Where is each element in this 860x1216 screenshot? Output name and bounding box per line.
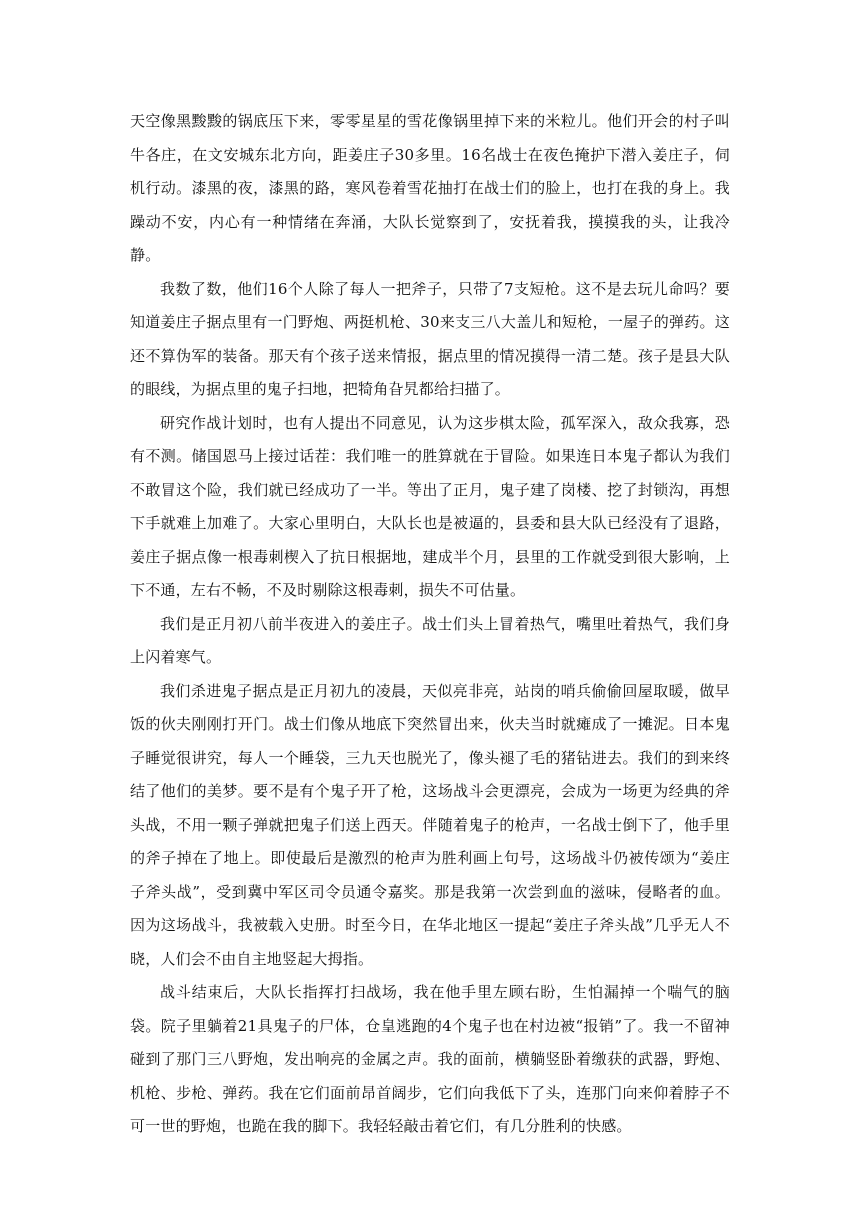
paragraph-5: 我们杀进鬼子据点是正月初九的凌晨，天似亮非亮，站岗的哨兵偷偷回屋取暖，做早饭的伙夫刚刚打开门。战士们像从地底下突然冒出来，伙夫当时就瘫成了一摊泥。日本鬼子睡觉很讲究，每人一个睡袋，三九天也脱光了，像头褪了毛的猪钻进去。我们的到来终结了他们的美梦。要不是有个鬼子开了枪，这场战斗会更漂亮，会成为一场更为经典的斧头战，不用一颗子弹就把鬼子们送上西天。伴随着鬼子的枪声，一名战士倒下了，他手里的斧子掉在了地上。即使最后是激烈的枪声为胜利画上句号，这场战斗仍被传颂为“姜庄子斧头战”，受到冀中军区司令员通令嘉奖。那是我第一次尝到血的滋味，侵略者的血。因为这场战斗，我被载入史册。时至今日，在华北地区一提起“姜庄子斧头战”几乎无人不晓，人们会不由自主地竖起大拇指。 [130,681,730,968]
article-body [130,105,730,1144]
paragraph-3: 研究作战计划时，也有人提出不同意见，认为这步棋太险，孤军深入，敌众我寡，恐有不测。储国恩马上接过话茬：我们唯一的胜算就在于冒险。如果连日本鬼子都认为我们不敢冒这个险，我们就已经成功了一半。等出了正月，鬼子建了岗楼、挖了封锁沟，再想下手就难上加难了。大家心里明白，大队长也是被逼的，县委和县大队已经没有了退路，姜庄子据点像一根毒刺楔入了抗日根据地，建成半个月，县里的工作就受到很大影响，上下不通，左右不畅，不及时剔除这根毒刺，损失不可估量。 [130,413,730,599]
paragraph-4: 我们是正月初八前半夜进入的姜庄子。战士们头上冒着热气，嘴里吐着热气，我们身上闪着寒气。 [130,614,730,666]
paragraph-2: 我数了数，他们16个人除了每人一把斧子，只带了7支短枪。这不是去玩儿命吗？要知道姜庄子据点里有一门野炮、两挺机枪、30来支三八大盖儿和短枪，一屋子的弹药。这还不算伪军的装备。那天有个孩子送来情报，据点里的情况摸得一清二楚。孩子是县大队的眼线，为据点里的鬼子扫地，把犄角旮旯都给扫描了。 [130,279,730,398]
paragraph-1: 天空像黑黢黢的锅底压下来，零零星星的雪花像锅里掉下来的米粒儿。他们开会的村子叫牛各庄，在文安城东北方向，距姜庄子30多里。16名战士在夜色掩护下潜入姜庄子，伺机行动。漆黑的夜，漆黑的路，寒风卷着雪花抽打在战士们的脸上，也打在我的身上。我躁动不安，内心有一种情绪在奔涌，大队长觉察到了，安抚着我，摸摸我的头，让我冷静。 [130,112,730,264]
paragraph-6: 战斗结束后，大队长指挥打扫战场，我在他手里左顾右盼，生怕漏掉一个喘气的脑袋。院子里躺着21具鬼子的尸体，仓皇逃跑的4个鬼子也在村边被“报销”了。我一不留神碰到了那门三八野炮，发出响亮的金属之声。我的面前，横躺竖卧着缴获的武器，野炮、机枪、步枪、弹药。我在它们面前昂首阔步，它们向我低下了头，连那门向来仰着脖子不可一世的野炮，也跪在我的脚下。我轻轻敲击着它们，有几分胜利的快感。 [130,983,730,1135]
